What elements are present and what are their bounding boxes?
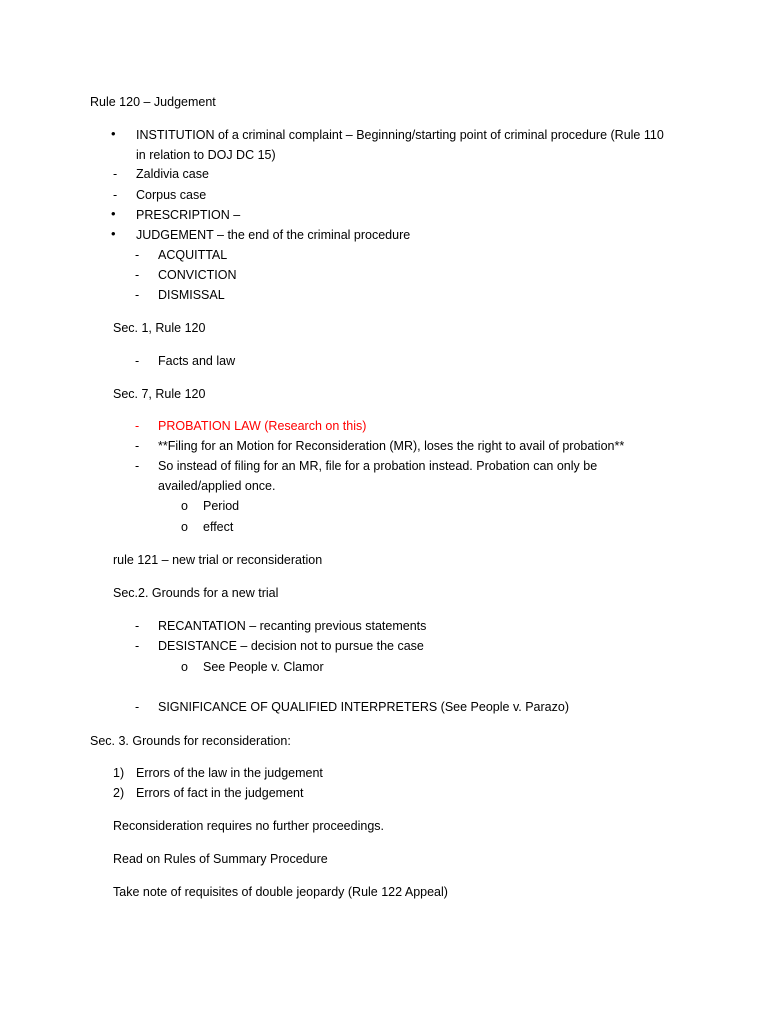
para-reconsideration: Reconsideration requires no further proceedings.: [113, 819, 384, 833]
bullet-mark: •: [111, 206, 116, 221]
dash-mark: -: [113, 167, 118, 181]
item-mr-note: **Filing for an Motion for Reconsideration (MR), loses the right to avail of probation**: [158, 439, 625, 453]
bullet-institution-line2: in relation to DOJ DC 15): [136, 148, 276, 162]
item-recantation: RECANTATION – recanting previous statements: [158, 619, 427, 633]
bullet-prescription: PRESCRIPTION –: [136, 208, 241, 222]
item-facts-law: Facts and law: [158, 354, 236, 368]
item-corpus: Corpus case: [136, 188, 207, 202]
item-acquittal: ACQUITTAL: [158, 248, 228, 262]
item-conviction: CONVICTION: [158, 268, 237, 282]
para-summary-procedure: Read on Rules of Summary Procedure: [113, 852, 328, 866]
dash-mark: -: [135, 459, 140, 473]
item-effect: effect: [203, 520, 234, 534]
heading-sec7: Sec. 7, Rule 120: [113, 387, 206, 401]
heading-sec2: Sec.2. Grounds for a new trial: [113, 586, 279, 600]
item-zaldivia: Zaldivia case: [136, 167, 209, 181]
item-desistance: DESISTANCE – decision not to pursue the case: [158, 639, 424, 653]
item-period: Period: [203, 499, 240, 513]
item-dismissal: DISMISSAL: [158, 288, 225, 302]
doc-title: Rule 120 – Judgement: [90, 95, 216, 109]
bullet-institution-line1: INSTITUTION of a criminal complaint – Beginning/starting point of criminal procedure (Rule 110: [136, 128, 664, 142]
circle-mark: o: [181, 499, 188, 513]
dash-mark: -: [135, 248, 140, 262]
dash-mark: -: [135, 439, 140, 453]
heading-rule121: rule 121 – new trial or reconsideration: [113, 553, 323, 567]
list-number: 1): [113, 766, 125, 780]
dash-mark: -: [135, 619, 140, 633]
item-probation-line1: So instead of filing for an MR, file for a probation instead. Probation can only be: [158, 459, 598, 473]
circle-mark: o: [181, 660, 188, 674]
circle-mark: o: [181, 520, 188, 534]
dash-mark: -: [135, 288, 140, 302]
bullet-mark: •: [111, 126, 116, 141]
heading-sec3: Sec. 3. Grounds for reconsideration:: [90, 734, 291, 748]
heading-sec1: Sec. 1, Rule 120: [113, 321, 206, 335]
item-errors-law: Errors of the law in the judgement: [136, 766, 323, 780]
item-errors-fact: Errors of fact in the judgement: [136, 786, 304, 800]
item-people-clamor: See People v. Clamor: [203, 660, 324, 674]
item-interpreters: SIGNIFICANCE OF QUALIFIED INTERPRETERS (See People v. Parazo): [158, 700, 569, 714]
list-number: 2): [113, 786, 125, 800]
para-double-jeopardy: Take note of requisites of double jeopardy (Rule 122 Appeal): [113, 885, 448, 899]
dash-mark: -: [113, 188, 118, 202]
bullet-mark: •: [111, 226, 116, 241]
dash-mark: -: [135, 268, 140, 282]
dash-mark: -: [135, 419, 140, 433]
item-probation-law: PROBATION LAW (Research on this): [158, 419, 367, 433]
dash-mark: -: [135, 354, 140, 368]
dash-mark: -: [135, 700, 140, 714]
bullet-judgement: JUDGEMENT – the end of the criminal procedure: [136, 228, 411, 242]
dash-mark: -: [135, 639, 140, 653]
item-probation-line2: availed/applied once.: [158, 479, 276, 493]
